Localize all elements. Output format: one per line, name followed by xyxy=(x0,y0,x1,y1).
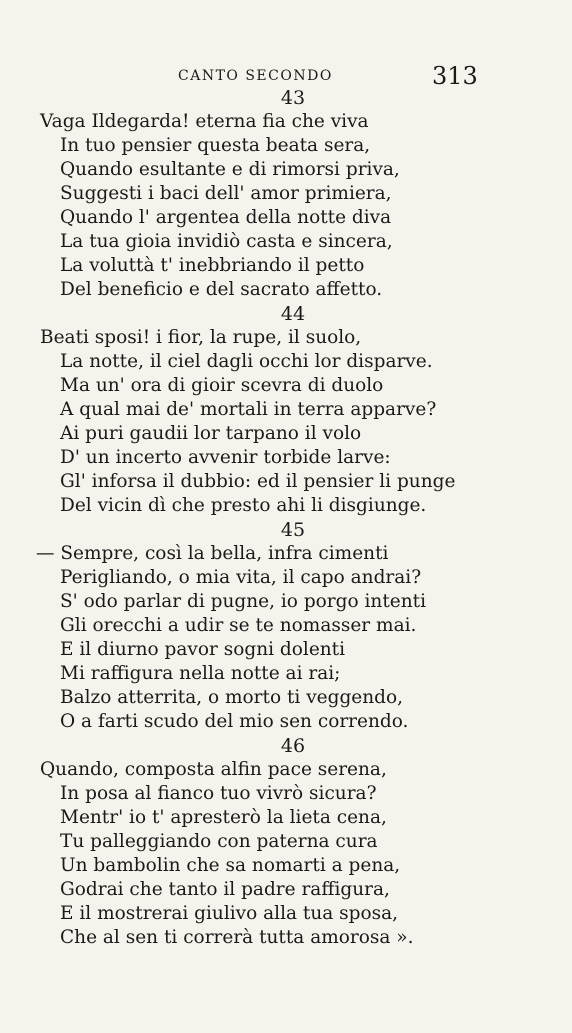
verse-line: Tu palleggiando con paterna cura xyxy=(60,831,378,852)
stanza xyxy=(0,86,572,302)
verse-line: Quando, composta alfin pace serena, xyxy=(40,759,387,780)
verse-line: O a farti scudo del mio sen correndo. xyxy=(60,711,409,732)
verse-line: Balzo atterrita, o morto ti veggendo, xyxy=(60,687,404,708)
verse-line: Vaga Ildegarda! eterna fia che viva xyxy=(40,111,369,132)
verse-line: Del beneficio e del sacrato affetto. xyxy=(60,279,383,300)
verse-line: Un bambolin che sa nomarti a pena, xyxy=(60,855,401,876)
verse-line: La tua gioia invidiò casta e sincera, xyxy=(60,231,393,252)
verse-line: In posa al fianco tuo vivrò sicura? xyxy=(60,783,377,804)
verse-line: E il diurno pavor sogni dolenti xyxy=(60,639,346,660)
page-number: 313 xyxy=(432,62,478,90)
page-header xyxy=(0,62,572,90)
stanza-number: 43 xyxy=(280,87,306,109)
stanza xyxy=(0,518,572,734)
verse-line: Gli orecchi a udir se te nomasser mai. xyxy=(60,615,417,636)
verse-line: Del vicin dì che presto ahi li disgiunge. xyxy=(60,495,427,516)
stanza xyxy=(0,302,572,518)
verse-line: — Sempre, così la bella, infra cimenti xyxy=(36,543,389,564)
stanza-number: 46 xyxy=(280,735,306,757)
poem-body xyxy=(0,86,572,950)
verse-line: D' un incerto avvenir torbide larve: xyxy=(60,447,391,468)
verse-line: La voluttà t' inebbriando il petto xyxy=(60,255,365,276)
verse-line: In tuo pensier questa beata sera, xyxy=(60,135,371,156)
stanza-number: 45 xyxy=(280,519,306,541)
stanza-number: 44 xyxy=(280,303,306,325)
verse-line: Beati sposi! i fior, la rupe, il suolo, xyxy=(40,327,362,348)
running-title: CANTO SECONDO xyxy=(178,68,333,84)
verse-line: Suggesti i baci dell' amor primiera, xyxy=(60,183,392,204)
verse-line: Perigliando, o mia vita, il capo andrai? xyxy=(60,567,422,588)
verse-line: Che al sen ti correrà tutta amorosa ». xyxy=(60,927,414,948)
verse-line: Ma un' ora di gioir scevra di duolo xyxy=(60,375,384,396)
verse-line: Quando esultante e di rimorsi priva, xyxy=(60,159,400,180)
verse-line: A qual mai de' mortali in terra apparve? xyxy=(60,399,437,420)
verse-line: Gl' inforsa il dubbio: ed il pensier li punge xyxy=(60,471,456,492)
verse-line: Godrai che tanto il padre raffigura, xyxy=(60,879,390,900)
verse-line: Ai puri gaudii lor tarpano il volo xyxy=(60,423,362,444)
stanza xyxy=(0,734,572,950)
verse-line: Mi raffigura nella notte ai rai; xyxy=(60,663,341,684)
verse-line: La notte, il ciel dagli occhi lor disparve. xyxy=(60,351,433,372)
verse-line: E il mostrerai giulivo alla tua sposa, xyxy=(60,903,399,924)
verse-line: S' odo parlar di pugne, io porgo intenti xyxy=(60,591,426,612)
verse-line: Quando l' argentea della notte diva xyxy=(60,207,392,228)
verse-line: Mentr' io t' apresterò la lieta cena, xyxy=(60,807,387,828)
